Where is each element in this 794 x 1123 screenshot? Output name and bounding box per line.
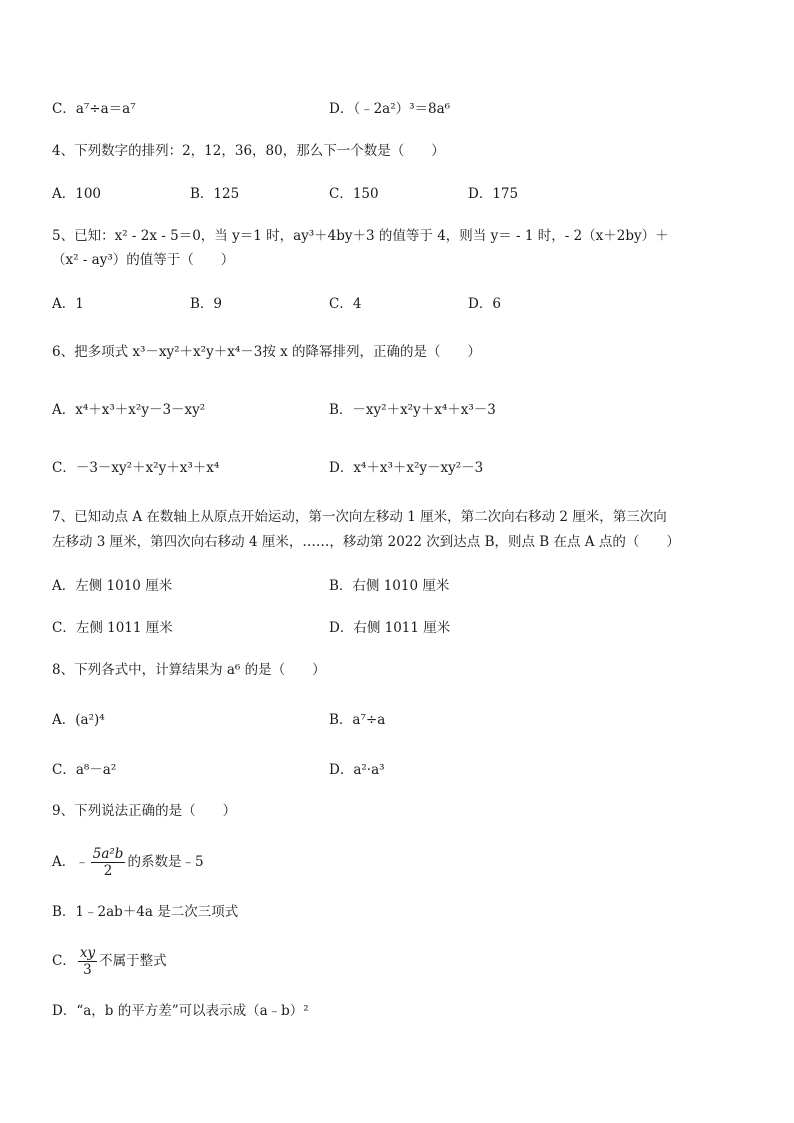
q5-stem-line2: （x² - ay³）的值等于（ ） bbox=[52, 252, 235, 268]
q7-option-c: C．左侧 1011 厘米 bbox=[52, 620, 173, 636]
q6-option-b: B．－xy²＋x²y＋x⁴＋x³－3 bbox=[329, 402, 496, 418]
q7-option-d: D．右侧 1011 厘米 bbox=[329, 620, 451, 636]
q7-option-a: A．左侧 1010 厘米 bbox=[52, 578, 173, 594]
q8-option-b: B．a⁷÷a bbox=[329, 712, 386, 728]
q5-stem-line1: 5、已知：x² - 2x - 5＝0，当 y＝1 时，ay³＋4by＋3 的值等于 4，则当 y＝ - 1 时，- 2（x＋2by）＋ bbox=[52, 228, 669, 244]
q9-option-a-prefix: A．﹣ bbox=[52, 854, 89, 870]
q8-stem: 8、下列各式中，计算结果为 a⁶ 的是（ ） bbox=[52, 662, 326, 678]
q5-option-b: B．9 bbox=[190, 296, 223, 312]
q6-stem: 6、把多项式 x³－xy²＋x²y＋x⁴－3按 x 的降幂排列，正确的是（ ） bbox=[52, 344, 482, 360]
q5-option-c: C．4 bbox=[329, 296, 362, 312]
q8-option-d: D．a²·a³ bbox=[329, 762, 385, 778]
q7-stem-line2: 左移动 3 厘米，第四次向右移动 4 厘米，……，移动第 2022 次到达点 B，则点 B 在点 A 点的（ ） bbox=[52, 534, 680, 550]
q6-option-c: C．－3－xy²＋x²y＋x³＋x⁴ bbox=[52, 460, 220, 476]
q5-option-a: A．1 bbox=[52, 296, 84, 312]
q9-option-a-suffix: 的系数是﹣5 bbox=[127, 854, 204, 870]
q4-option-d: D．175 bbox=[468, 186, 519, 202]
q4-stem: 4、下列数字的排列：2，12，36，80，那么下一个数是（ ） bbox=[52, 143, 445, 159]
q6-option-d: D．x⁴＋x³＋x²y－xy²－3 bbox=[329, 460, 484, 476]
q3-option-c: C．a⁷÷a＝a⁷ bbox=[52, 101, 136, 117]
q3-option-d: D．（﹣2a²）³＝8a⁶ bbox=[329, 101, 451, 117]
q7-option-b: B．右侧 1010 厘米 bbox=[329, 578, 450, 594]
q6-option-a: A．x⁴＋x³＋x²y－3－xy² bbox=[52, 402, 206, 418]
q9-option-c bbox=[52, 943, 167, 979]
q8-option-c: C．a⁸－a² bbox=[52, 762, 117, 778]
q9-option-a-fraction bbox=[91, 846, 126, 879]
q8-option-a: A．(a²)⁴ bbox=[52, 712, 105, 728]
fraction-numerator: xy bbox=[79, 945, 96, 961]
q9-option-b: B．1﹣2ab＋4a 是二次三项式 bbox=[52, 904, 239, 920]
q7-stem-line1: 7、已知动点 A 在数轴上从原点开始运动，第一次向左移动 1 厘米，第二次向右移动 2 厘米，第三次向 bbox=[52, 509, 667, 525]
q9-option-c-prefix: C． bbox=[52, 953, 76, 969]
fraction-denominator: 3 bbox=[83, 962, 92, 978]
q9-option-c-suffix: 不属于整式 bbox=[99, 953, 167, 969]
q4-option-c: C．150 bbox=[329, 186, 379, 202]
fraction-denominator: 2 bbox=[103, 863, 113, 879]
q4-option-b: B．125 bbox=[190, 186, 240, 202]
q9-option-d: D．“a，b 的平方差”可以表示成（a﹣b）² bbox=[52, 1003, 309, 1019]
q9-stem: 9、下列说法正确的是（ ） bbox=[52, 803, 237, 819]
q9-option-a bbox=[52, 844, 204, 880]
fraction-numerator: 5a²b bbox=[92, 846, 124, 862]
q5-option-d: D．6 bbox=[468, 296, 501, 312]
q9-option-c-fraction bbox=[78, 945, 97, 978]
q4-option-a: A．100 bbox=[52, 186, 102, 202]
